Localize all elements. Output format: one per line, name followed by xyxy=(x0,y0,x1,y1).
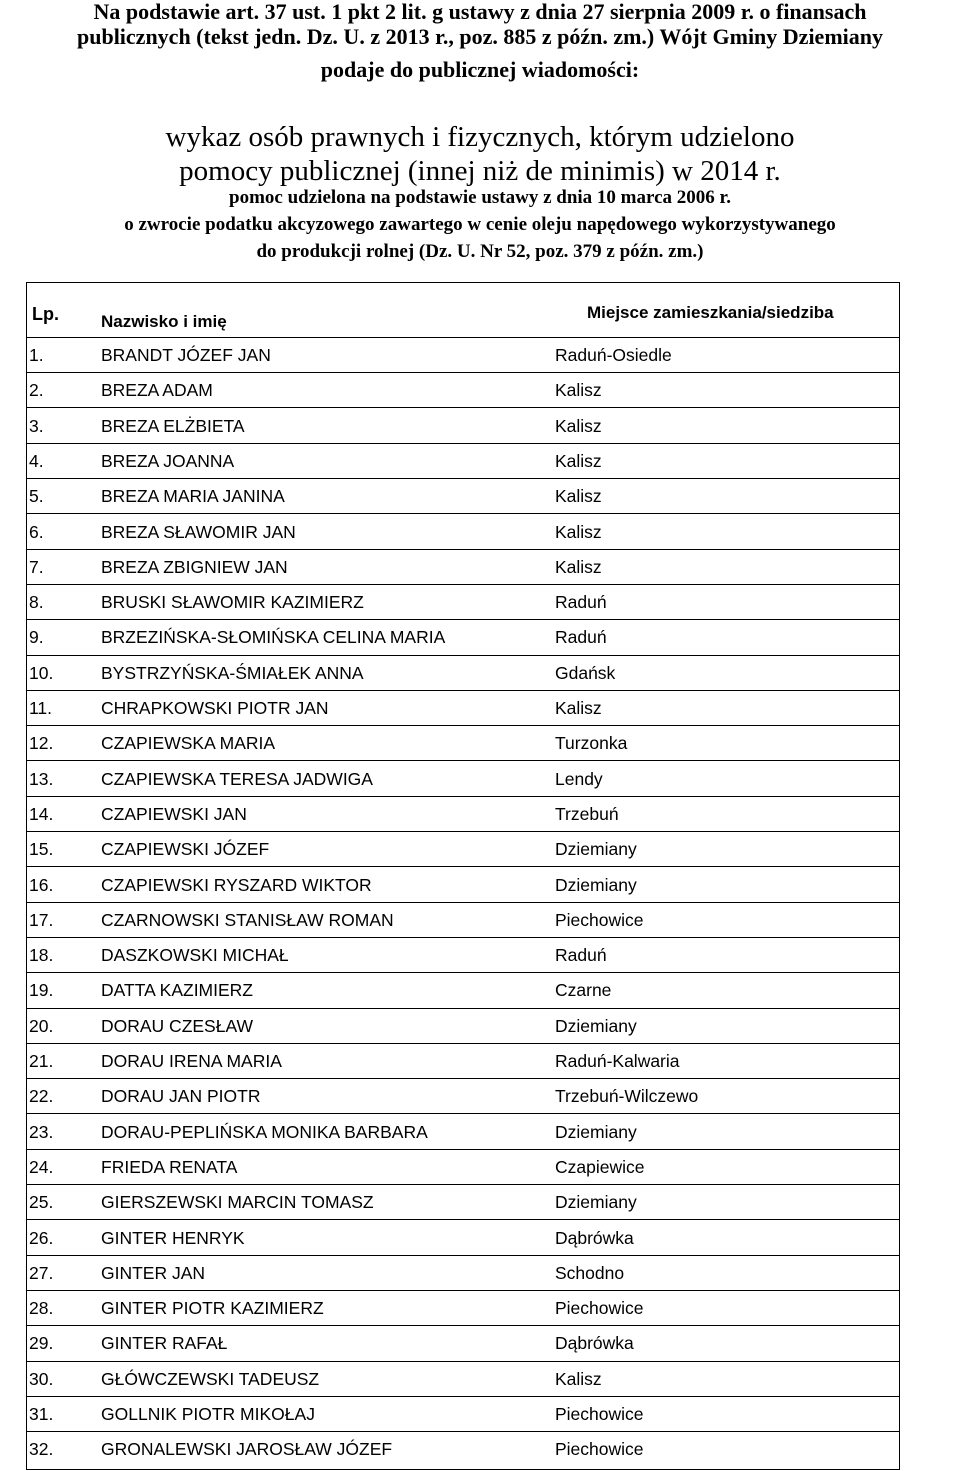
recipient-place: Kalisz xyxy=(555,486,602,507)
table-row xyxy=(27,409,899,444)
recipient-place: Piechowice xyxy=(555,1404,644,1424)
recipient-place: Kalisz xyxy=(555,450,602,471)
recipient-name: CZAPIEWSKA MARIA xyxy=(101,733,276,754)
recipient-name: DASZKOWSKI MICHAŁ xyxy=(101,945,289,966)
recipient-place: Dziemiany xyxy=(555,874,637,895)
table-row xyxy=(27,868,899,903)
row-number: 24. xyxy=(29,1156,54,1177)
table-row xyxy=(27,726,899,761)
row-number: 10. xyxy=(29,662,54,683)
document-title-line-2: pomocy publicznej (innej niż de minimis) w 2014 r. xyxy=(179,155,781,187)
table-row xyxy=(27,1291,899,1326)
recipient-place: Raduń-Osiedle xyxy=(555,345,672,365)
table-row xyxy=(27,585,899,620)
recipient-name: BREZA JOANNA xyxy=(101,450,235,471)
row-number: 32. xyxy=(29,1439,54,1460)
table-row xyxy=(27,797,899,832)
recipient-name: DORAU CZESŁAW xyxy=(101,1015,254,1036)
row-number: 22. xyxy=(29,1086,54,1107)
recipient-place: Dziemiany xyxy=(555,1192,637,1213)
row-number: 19. xyxy=(29,980,54,1001)
recipient-place: Gdańsk xyxy=(555,662,616,683)
table-row xyxy=(27,338,899,373)
row-number: 4. xyxy=(29,450,44,471)
recipient-place: Dąbrówka xyxy=(555,1227,634,1248)
document-title-line-1: wykaz osób prawnych i fizycznych, którym udzielono xyxy=(165,121,795,153)
recipient-place: Piechowice xyxy=(555,1298,644,1319)
table-row xyxy=(27,1150,899,1185)
recipient-place: Kalisz xyxy=(555,380,602,401)
row-number: 25. xyxy=(29,1192,54,1213)
recipient-place: Trzebuń-Wilczewo xyxy=(555,1086,699,1107)
recipient-name: CZAPIEWSKI RYSZARD WIKTOR xyxy=(101,874,372,895)
row-number: 5. xyxy=(29,486,44,507)
recipient-name: GINTER RAFAŁ xyxy=(101,1333,228,1354)
recipient-place: Kalisz xyxy=(555,698,602,718)
row-number: 11. xyxy=(29,698,53,718)
row-number: 2. xyxy=(29,380,44,401)
recipient-name: GINTER PIOTR KAZIMIERZ xyxy=(101,1298,324,1319)
recipients-table xyxy=(26,282,900,1470)
recipient-name: DORAU IRENA MARIA xyxy=(101,1051,282,1071)
recipient-name: BREZA ADAM xyxy=(101,380,213,401)
recipient-name: CZAPIEWSKA TERESA JADWIGA xyxy=(101,768,373,789)
row-number: 29. xyxy=(29,1333,54,1354)
intro-line-1: Na podstawie art. 37 ust. 1 pkt 2 lit. g ustawy z dnia 27 sierpnia 2009 r. o finansach xyxy=(93,0,867,24)
recipient-place: Czapiewice xyxy=(555,1156,645,1177)
table-header xyxy=(27,283,899,338)
recipient-place: Kalisz xyxy=(555,415,602,436)
recipient-place: Kalisz xyxy=(555,1368,602,1389)
table-row xyxy=(27,620,899,655)
recipient-name: BRUSKI SŁAWOMIR KAZIMIERZ xyxy=(101,592,364,613)
row-number: 20. xyxy=(29,1015,54,1036)
recipient-place: Piechowice xyxy=(555,909,644,930)
recipient-name: GŁÓWCZEWSKI TADEUSZ xyxy=(101,1368,320,1389)
table-row xyxy=(27,691,899,726)
row-number: 23. xyxy=(29,1121,54,1142)
table-row xyxy=(27,1044,899,1079)
recipient-name: CZARNOWSKI STANISŁAW ROMAN xyxy=(101,909,394,930)
row-number: 15. xyxy=(29,839,54,860)
recipient-place: Piechowice xyxy=(555,1439,644,1460)
recipient-place: Schodno xyxy=(555,1262,625,1283)
table-row xyxy=(27,1432,899,1467)
recipient-name: BYSTRZYŃSKA-ŚMIAŁEK ANNA xyxy=(101,662,364,683)
recipient-name: BREZA ELŻBIETA xyxy=(101,415,245,436)
recipient-name: GINTER JAN xyxy=(101,1262,206,1283)
table-row xyxy=(27,373,899,408)
recipient-place: Raduń xyxy=(555,945,607,966)
table-row xyxy=(27,973,899,1008)
header-place: Miejsce zamieszkania/siedziba xyxy=(587,303,834,322)
recipient-name: BRANDT JÓZEF JAN xyxy=(101,345,271,365)
recipient-name: DATTA KAZIMIERZ xyxy=(101,980,253,1001)
recipient-place: Raduń xyxy=(555,592,607,613)
recipient-name: GRONALEWSKI JAROSŁAW JÓZEF xyxy=(101,1439,393,1460)
recipient-place: Dziemiany xyxy=(555,839,637,860)
recipient-place: Kalisz xyxy=(555,521,602,542)
table-row xyxy=(27,444,899,479)
recipient-name: CZAPIEWSKI JÓZEF xyxy=(101,839,270,860)
recipient-place: Trzebuń xyxy=(555,803,619,824)
row-number: 31. xyxy=(29,1404,54,1424)
row-number: 1. xyxy=(29,345,44,365)
intro-line-3: podaje do publicznej wiadomości: xyxy=(320,57,640,82)
recipient-place: Turzonka xyxy=(555,733,628,754)
intro-line-2: publicznych (tekst jedn. Dz. U. z 2013 r., poz. 885 z późn. zm.) Wójt Gminy Dziemiany xyxy=(76,24,883,49)
header-name: Nazwisko i imię xyxy=(101,312,227,331)
recipient-place: Dziemiany xyxy=(555,1015,637,1036)
table-row xyxy=(27,1256,899,1291)
recipient-name: DORAU JAN PIOTR xyxy=(101,1086,261,1107)
recipient-name: BREZA ZBIGNIEW JAN xyxy=(101,556,288,577)
table-row xyxy=(27,515,899,550)
recipient-name: CZAPIEWSKI JAN xyxy=(101,803,247,824)
row-number: 13. xyxy=(29,768,54,789)
recipient-place: Raduń-Kalwaria xyxy=(555,1051,680,1071)
recipient-name: GOLLNIK PIOTR MIKOŁAJ xyxy=(101,1404,315,1424)
recipient-name: BREZA MARIA JANINA xyxy=(101,486,285,507)
table-row xyxy=(27,903,899,938)
row-number: 7. xyxy=(29,556,44,577)
table-row xyxy=(27,1185,899,1220)
table-row xyxy=(27,762,899,797)
table-row xyxy=(27,1115,899,1150)
row-number: 9. xyxy=(29,627,44,648)
row-number: 17. xyxy=(29,909,54,930)
row-number: 28. xyxy=(29,1298,54,1319)
recipient-name: GIERSZEWSKI MARCIN TOMASZ xyxy=(101,1192,374,1213)
table-row xyxy=(27,1221,899,1256)
recipient-name: BRZEZIŃSKA-SŁOMIŃSKA CELINA MARIA xyxy=(101,627,446,648)
row-number: 12. xyxy=(29,733,54,754)
row-number: 18. xyxy=(29,945,54,966)
subtitle-line-1: pomoc udzielona na podstawie ustawy z dnia 10 marca 2006 r. xyxy=(229,187,731,208)
recipient-name: DORAU-PEPLIŃSKA MONIKA BARBARA xyxy=(101,1121,428,1142)
subtitle-line-3: do produkcji rolnej (Dz. U. Nr 52, poz. 379 z późn. zm.) xyxy=(256,241,704,262)
recipient-place: Czarne xyxy=(555,980,612,1001)
table-row xyxy=(27,656,899,691)
recipient-name: GINTER HENRYK xyxy=(101,1227,245,1248)
recipient-place: Dąbrówka xyxy=(555,1333,634,1354)
table-row xyxy=(27,479,899,514)
row-number: 3. xyxy=(29,415,44,436)
table-row xyxy=(27,1079,899,1114)
recipient-name: CHRAPKOWSKI PIOTR JAN xyxy=(101,698,329,718)
row-number: 26. xyxy=(29,1227,54,1248)
subtitle-line-2: o zwrocie podatku akcyzowego zawartego w cenie oleju napędowego wykorzystywanego xyxy=(124,214,836,235)
recipient-place: Dziemiany xyxy=(555,1121,637,1142)
row-number: 16. xyxy=(29,874,54,895)
recipient-place: Raduń xyxy=(555,627,607,648)
row-number: 8. xyxy=(29,592,44,613)
table-row xyxy=(27,1362,899,1397)
row-number: 30. xyxy=(29,1368,54,1389)
row-number: 6. xyxy=(29,521,44,542)
table-row xyxy=(27,938,899,973)
recipient-name: BREZA SŁAWOMIR JAN xyxy=(101,521,296,542)
recipient-name: FRIEDA RENATA xyxy=(101,1156,238,1177)
table-row xyxy=(27,1397,899,1432)
recipient-place: Lendy xyxy=(555,768,603,789)
recipient-place: Kalisz xyxy=(555,556,602,577)
table-row xyxy=(27,832,899,867)
row-number: 27. xyxy=(29,1262,54,1283)
table-row xyxy=(27,550,899,585)
row-number: 21. xyxy=(29,1051,54,1071)
table-row xyxy=(27,1326,899,1361)
row-number: 14. xyxy=(29,803,54,824)
header-lp: Lp. xyxy=(32,304,59,324)
table-row xyxy=(27,1009,899,1044)
